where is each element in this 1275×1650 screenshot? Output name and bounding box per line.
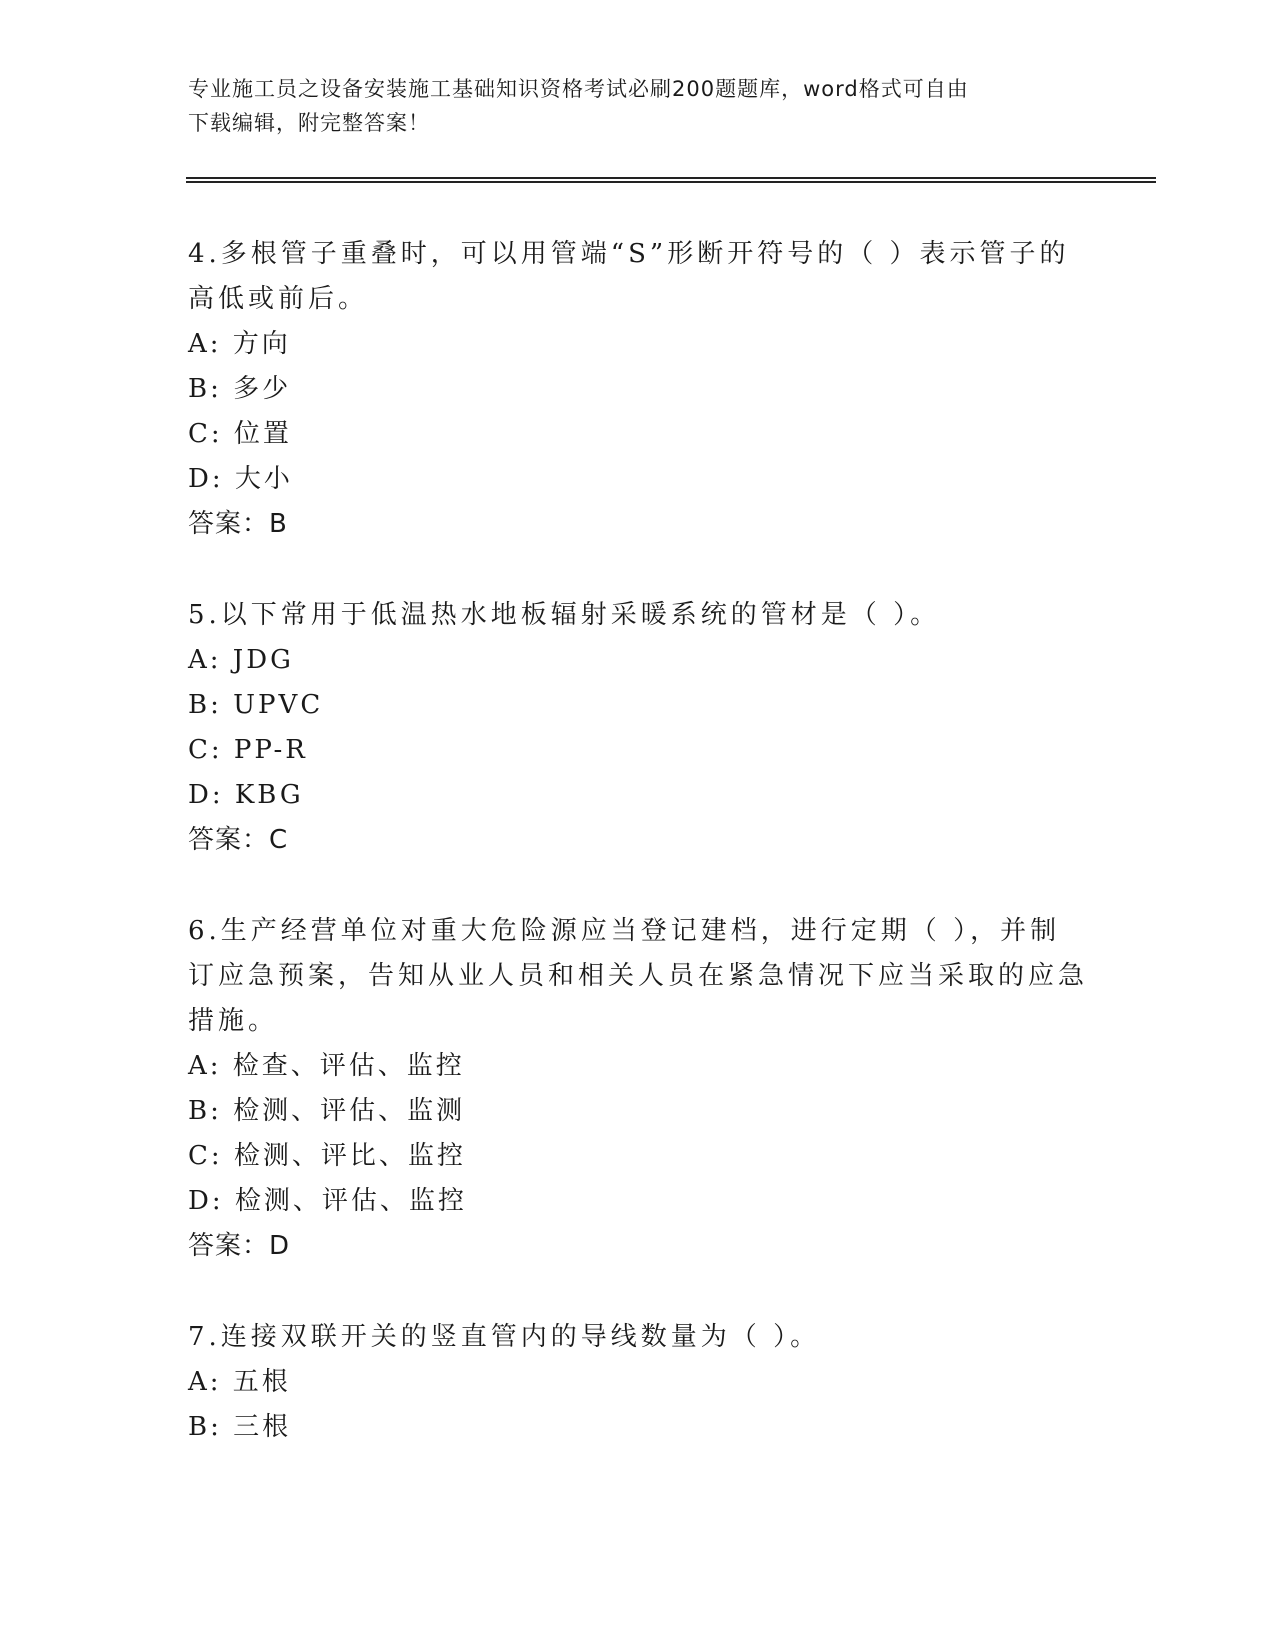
question-6 [188,909,1088,1269]
question-stem: 4.多根管子重叠时，可以用管端“S”形断开符号的（ ）表示管子的高低或前后。 [188,239,1070,314]
option-b: B: 检测、评估、监测 [188,1096,466,1126]
header-line-2: 下载编辑，附完整答案！ [188,111,430,135]
option-d: D: 检测、评估、监控 [188,1186,467,1216]
header-divider [186,177,1156,183]
option-a: A: 方向 [188,329,291,359]
option-d: D: 大小 [188,464,293,494]
page-header [188,72,1068,140]
option-a: A: 检查、评估、监控 [188,1051,465,1081]
option-c: C: 位置 [188,419,292,449]
answer: 答案：B [188,509,288,539]
option-a: A: JDG [188,645,294,675]
question-stem: 6.生产经营单位对重大危险源应当登记建档，进行定期（ ），并制订应急预案，告知从业人员和相关人员在紧急情况下应当采取的应急措施。 [188,916,1089,1036]
question-stem: 5.以下常用于低温热水地板辐射采暖系统的管材是（ ）。 [188,600,941,630]
question-7 [188,1315,1088,1450]
option-b: B: UPVC [188,690,324,720]
option-d: D: KBG [188,780,304,810]
question-4 [188,232,1088,547]
header-line-1: 专业施工员之设备安装施工基础知识资格考试必刷200题题库，word格式可自由 [188,77,969,101]
option-c: C: 检测、评比、监控 [188,1141,466,1171]
question-list [188,232,1088,1496]
answer: 答案：C [188,825,289,855]
question-5 [188,593,1088,863]
option-b: B: 多少 [188,374,292,404]
option-c: C: PP-R [188,735,308,765]
question-stem: 7.连接双联开关的竖直管内的导线数量为（ ）。 [188,1322,821,1352]
option-a: A: 五根 [188,1367,291,1397]
answer: 答案：D [188,1231,291,1261]
option-b: B: 三根 [188,1412,292,1442]
